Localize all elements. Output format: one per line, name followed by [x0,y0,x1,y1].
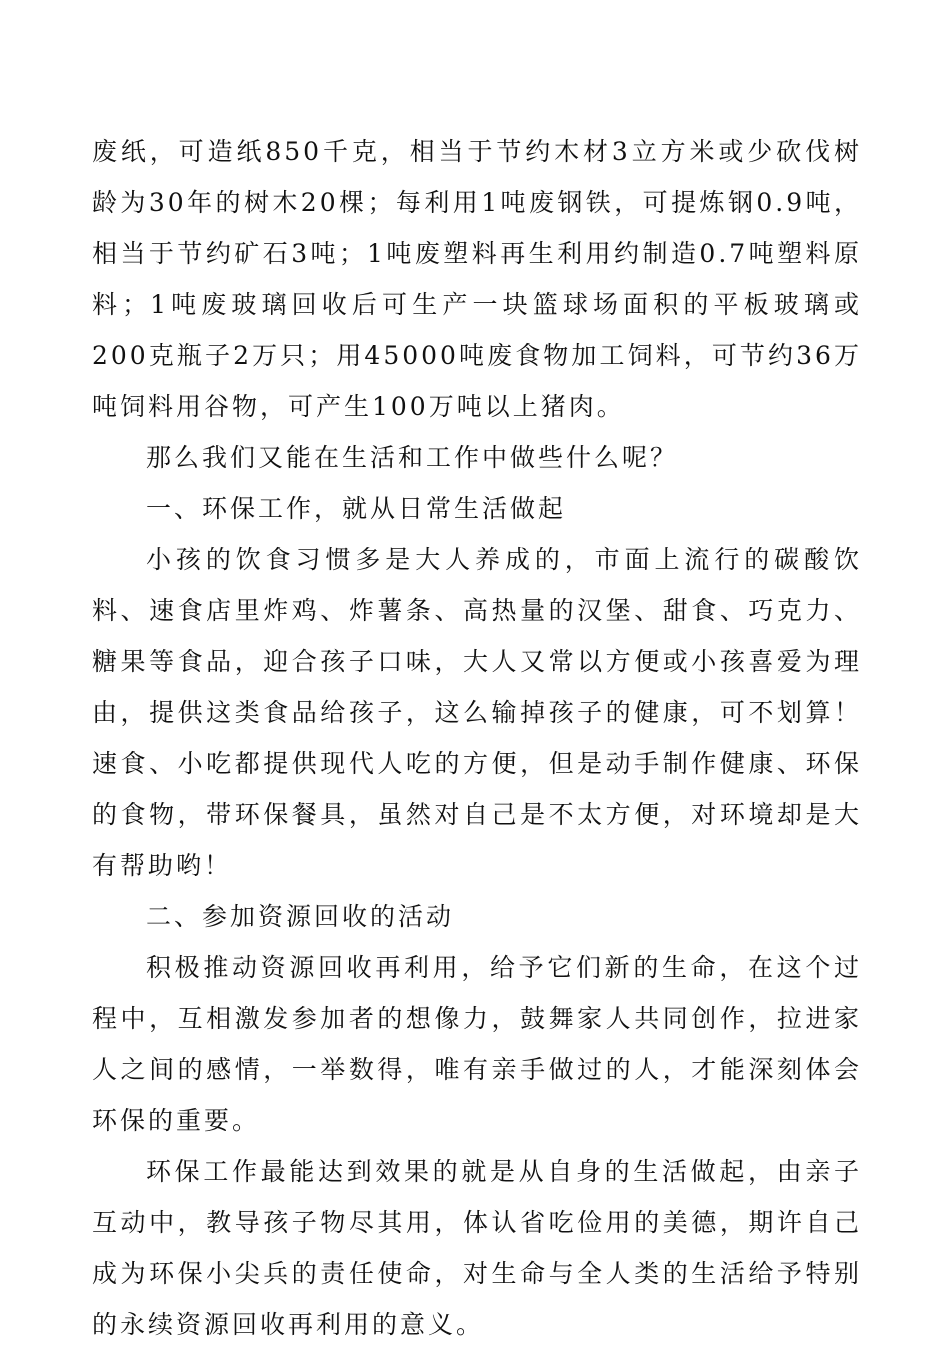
section-heading-recycling-activities: 二、参加资源回收的活动 [146,902,455,931]
paragraph-recycling-stats: 废纸，可造纸850千克，相当于节约木材3立方米或少砍伐树龄为30年的树木20棵；每利用1吨废钢铁，可提炼钢0.9吨，相当于节约矿石3吨；1吨废塑料再生利用约制造0.7吨塑料原料；1吨废玻璃回收后可生产一块篮球场面积的平板玻璃或200克瓶子2万只；用45000吨废食物加工饲料，可节约36万吨饲料用谷物，可产生100万吨以上猪肉。 [92,137,862,421]
paragraph-question: 那么我们又能在生活和工作中做些什么呢？ [146,443,679,472]
paragraph-conclusion: 环保工作最能达到效果的就是从自身的生活做起，由亲子互动中，教导孩子物尽其用，体认省吃俭用的美德，期许自己成为环保小尖兵的责任使命，对生命与全人类的生活给予特别的永续资源回收再利用的意义。 [92,1157,862,1339]
section-heading-daily-life: 一、环保工作，就从日常生活做起 [146,494,567,523]
paragraph-children-diet: 小孩的饮食习惯多是大人养成的，市面上流行的碳酸饮料、速食店里炸鸡、炸薯条、高热量的汉堡、甜食、巧克力、糖果等食品，迎合孩子口味，大人又常以方便或小孩喜爱为理由，提供这类食品给孩子，这么输掉孩子的健康，可不划算！速食、小吃都提供现代人吃的方便，但是动手制作健康、环保的食物，带环保餐具，虽然对自己是不太方便，对环境却是大有帮助哟！ [92,545,862,880]
document-body [92,126,862,1350]
paragraph-recycling-promotion: 积极推动资源回收再利用，给予它们新的生命，在这个过程中，互相激发参加者的想像力，鼓舞家人共同创作，拉进家人之间的感情，一举数得，唯有亲手做过的人，才能深刻体会环保的重要。 [92,953,862,1135]
